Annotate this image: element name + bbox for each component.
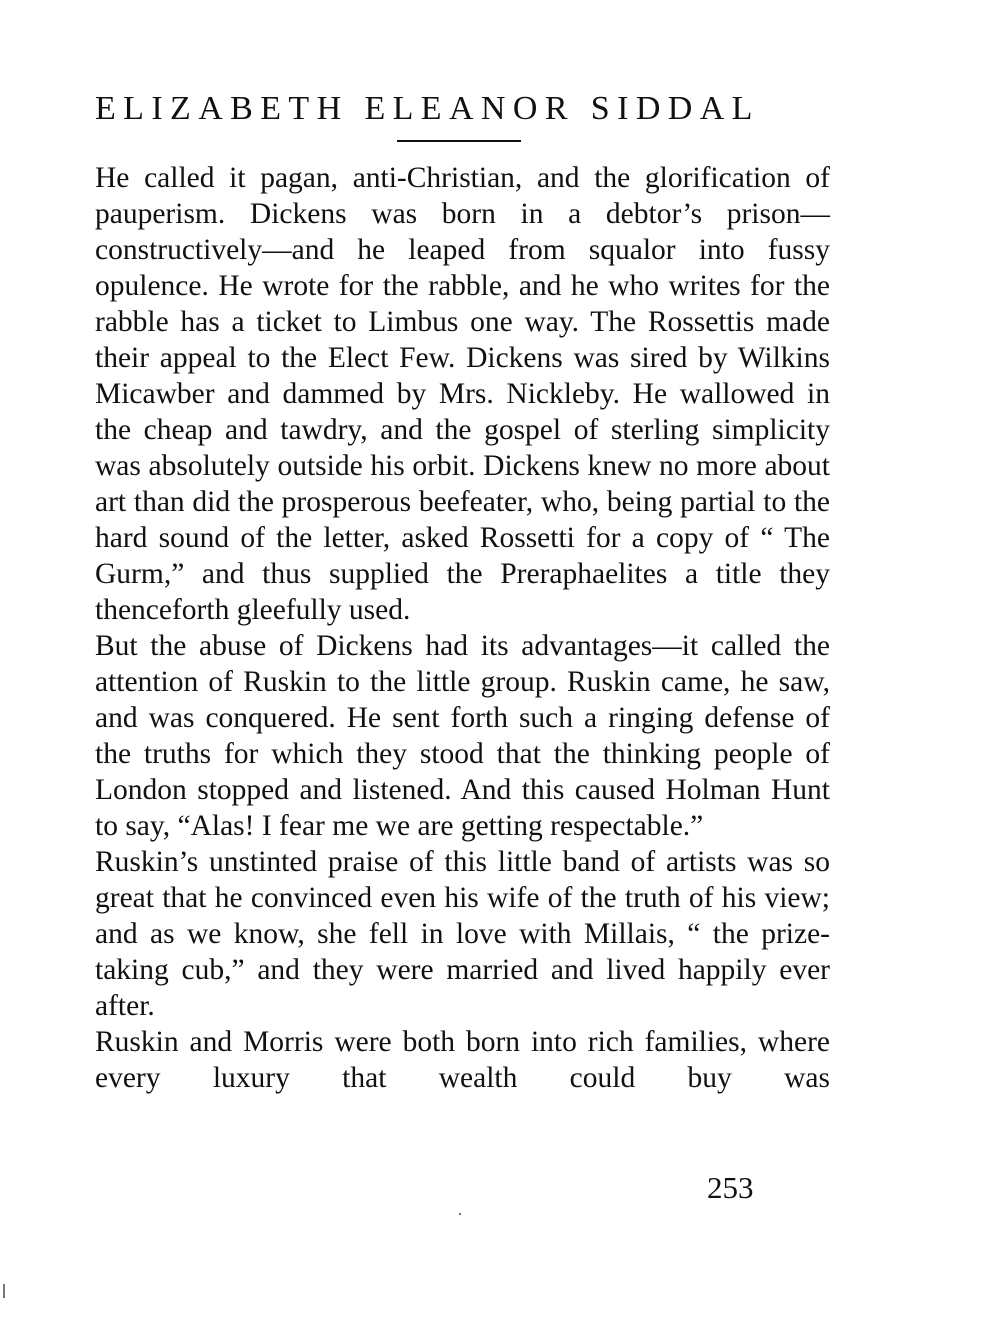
scan-mark xyxy=(3,1284,5,1298)
paragraph-2: But the abuse of Dickens had its advantages—it called the attention of Ruskin to the little group. Ruskin came, he saw, and was conquered. He sent forth such a ringing defense of the truths for which they stood that the thinking people of London stopped and listened. And this caused Holman Hunt to say, “Alas! I fear me we are getting respectable.” xyxy=(95,630,830,842)
header-rule xyxy=(397,140,521,142)
scan-speck xyxy=(459,1213,461,1215)
paragraph-4: Ruskin and Morris were both born into rich families, where every luxury that wealth could buy was xyxy=(95,1026,830,1094)
page-number: 253 xyxy=(707,1170,754,1205)
body-text xyxy=(95,160,830,1096)
paragraph-1: He called it pagan, anti-Christian, and the glorification of pauperism. Dickens was born in a debtor’s prison—constructively—and he leaped from squalor into fussy opulence. He wrote for the rabble, and he who writes for the rabble has a ticket to Limbus one way. The Rossettis made their appeal to the Elect Few. Dickens was sired by Wilkins Micawber and dammed by Mrs. Nickleby. He wallowed in the cheap and tawdry, and the gospel of sterling simplicity was absolutely outside his orbit. Dickens knew no more about art than did the prosperous beefeater, who, being partial to the hard sound of the letter, asked Rossetti for a copy of “ The Gurm,” and thus supplied the Preraphaelites a title they thenceforth gleefully used. xyxy=(95,162,830,626)
running-header: ELIZABETH ELEANOR SIDDAL xyxy=(95,90,760,127)
paragraph-3: Ruskin’s unstinted praise of this little band of artists was so great that he convinced even his wife of the truth of his view; and as we know, she fell in love with Millais, “ the prize-taking cub,” and they were married and lived happily ever after. xyxy=(95,846,830,1022)
